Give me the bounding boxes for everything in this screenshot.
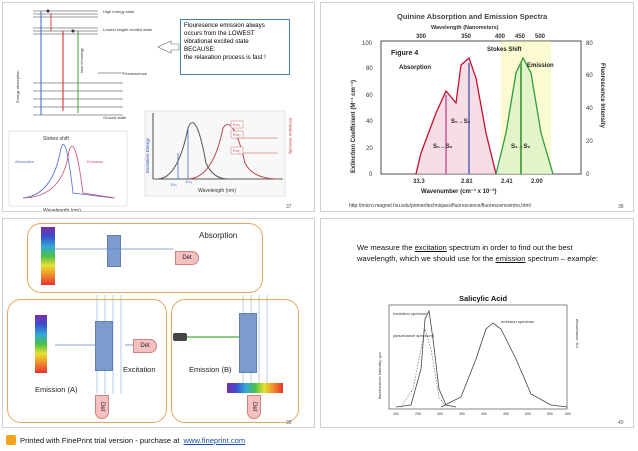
emission-a-label: Emission (A) — [35, 385, 78, 394]
y-axis-label: Extinction Coefficient (M⁻¹ cm⁻¹) — [351, 80, 357, 173]
x-axis-label: Wavenumber (cm⁻¹ x 10⁻³) — [421, 189, 497, 195]
stokes-absorption: Absorption — [15, 159, 35, 164]
note-box — [180, 19, 290, 75]
page-number: 40 — [618, 420, 624, 426]
lowest-singlet-label: Lowest singlet excited state — [103, 27, 152, 32]
x-tick: 250 — [415, 412, 421, 416]
x-tick: 400 — [481, 412, 487, 416]
footer-link[interactable]: www.fineprint.com — [183, 435, 246, 445]
detector-bottom: Det — [247, 395, 261, 419]
x-tick: 350 — [459, 412, 465, 416]
page-number: 37 — [286, 204, 292, 210]
stokes-title: Stokes shift — [43, 136, 69, 142]
slide-37 — [2, 2, 315, 212]
y2-tick: 0 — [586, 172, 590, 178]
chart-title: Salicylic Acid — [459, 294, 508, 303]
excitation-energy-label: Excitation Energy — [145, 137, 150, 173]
emission-a-box — [7, 299, 167, 423]
note-line: occurs from the LOWEST — [184, 30, 255, 37]
salicylic-chart — [321, 219, 634, 428]
x-tick: 450 — [503, 412, 509, 416]
excitation-label: excitation spectrum — [393, 311, 428, 316]
y2-axis-label: Fluorescence Intensity — [599, 63, 605, 129]
detector: Det — [133, 339, 157, 353]
para-excitation: excitation — [414, 243, 447, 252]
top-tick: 350 — [461, 34, 472, 40]
page-number: 38 — [618, 204, 624, 210]
slide-40 — [320, 218, 634, 428]
slide-39 — [2, 218, 315, 428]
para-text: We measure the — [357, 243, 415, 252]
top-axis-label: Wavelength (Nanometers) — [431, 25, 499, 31]
absorbance-label: (absorbance spectrum) — [393, 333, 435, 338]
stokes-xlabel: Wavelength (nm) — [43, 208, 81, 213]
detector-bottom: Det — [95, 395, 109, 419]
top-tick: 400 — [495, 34, 506, 40]
emission-b-label: Emission (B) — [189, 365, 232, 374]
sample-cuvette — [95, 321, 113, 371]
transition-label: S₁→S₀ — [511, 144, 531, 150]
x-tick: 2.41 — [501, 179, 513, 185]
em1-label: Em₁ — [233, 122, 241, 127]
y-tick: 60 — [366, 93, 373, 99]
high-energy-label: High energy state — [103, 9, 135, 14]
stokes-emission: Emission — [87, 159, 104, 164]
loss-energy-label: loss of energy — [79, 48, 84, 73]
spectra-xlabel: Wavelength (nm) — [198, 188, 236, 194]
footer — [6, 435, 245, 445]
chart-title: Quinine Absorption and Emission Spectra — [397, 12, 548, 21]
source-url[interactable]: http://micro.magnet.fsu.edu/primer/techniques/fluorescence/fluorescenceintro.html — [349, 203, 531, 209]
x-tick: 300 — [437, 412, 443, 416]
slide-38 — [320, 2, 634, 212]
top-tick: 500 — [535, 34, 546, 40]
x-tick: 200 — [393, 412, 399, 416]
para-text: spectrum in order to find out the best wavelength, which we should use for the — [357, 243, 573, 263]
emission-intensity-label: Emission Intensity — [288, 118, 293, 155]
quinine-chart — [321, 3, 634, 212]
x-tick: 33.3 — [413, 179, 425, 185]
fluorescence-label: Fluorescence — [123, 71, 148, 76]
y-tick: 100 — [362, 41, 373, 47]
top-tick: 450 — [515, 34, 526, 40]
energy-absorption-label: Energy absorption — [15, 70, 20, 103]
y-axis-label: fluorescence intensity, cps — [377, 352, 382, 399]
x-tick: 2.81 — [461, 179, 473, 185]
sample-cuvette — [239, 313, 257, 373]
y-tick: 0 — [369, 172, 373, 178]
emission-spectrum-bar — [227, 383, 283, 393]
laser-pointer — [173, 333, 187, 341]
absorption-title: Absorption — [199, 231, 238, 240]
page-number: 39 — [286, 420, 292, 426]
ex1-label: Ex₁ — [171, 182, 178, 187]
y-tick: 40 — [366, 119, 373, 125]
ex2-label: Ex₂ — [186, 179, 193, 184]
absorption-label: Absorption — [399, 65, 431, 71]
note-line: Flouresence emission always — [184, 22, 265, 29]
figure-label: Figure 4 — [391, 50, 419, 57]
x-tick: 600 — [565, 412, 571, 416]
excitation-label: Excitation — [123, 365, 156, 374]
x-tick: 500 — [525, 412, 531, 416]
transition-label: S₀→S₂ — [433, 144, 453, 150]
stokes-shift-label: Stokes Shift — [487, 47, 522, 53]
em2-label: Em₂ — [233, 148, 241, 153]
note-line: the relaxation process is fast ! — [184, 54, 266, 61]
y2-axis-label: Absorbance, AU — [575, 319, 580, 348]
emission-label: Emission — [527, 63, 554, 69]
light-source-spectrum — [35, 315, 47, 373]
para-emission: emission — [495, 253, 526, 263]
y-tick: 80 — [366, 66, 373, 72]
emission-label: emission spectrum — [501, 319, 535, 324]
emission-b-box — [171, 299, 299, 423]
detector: Det — [175, 251, 199, 265]
top-tick: 300 — [416, 34, 427, 40]
note-line: vibrational excited state — [184, 38, 249, 45]
y2-tick: 20 — [586, 139, 593, 145]
y2-tick: 40 — [586, 106, 593, 112]
fineprint-icon — [6, 435, 16, 445]
em3-label: Em₃ — [233, 132, 241, 137]
x-tick: 2.00 — [531, 179, 543, 185]
y-tick: 20 — [366, 146, 373, 152]
transition-label: S₀→S₁ — [451, 119, 471, 125]
note-line: BECAUSE: — [184, 46, 216, 53]
y2-tick: 60 — [586, 73, 593, 79]
footer-text: Printed with FinePrint trial version - purchase at — [20, 435, 180, 445]
x-tick: 550 — [547, 412, 553, 416]
ground-state-label: Ground state — [103, 115, 127, 120]
y2-tick: 80 — [586, 41, 593, 47]
para-text: spectrum – example: — [525, 253, 599, 263]
